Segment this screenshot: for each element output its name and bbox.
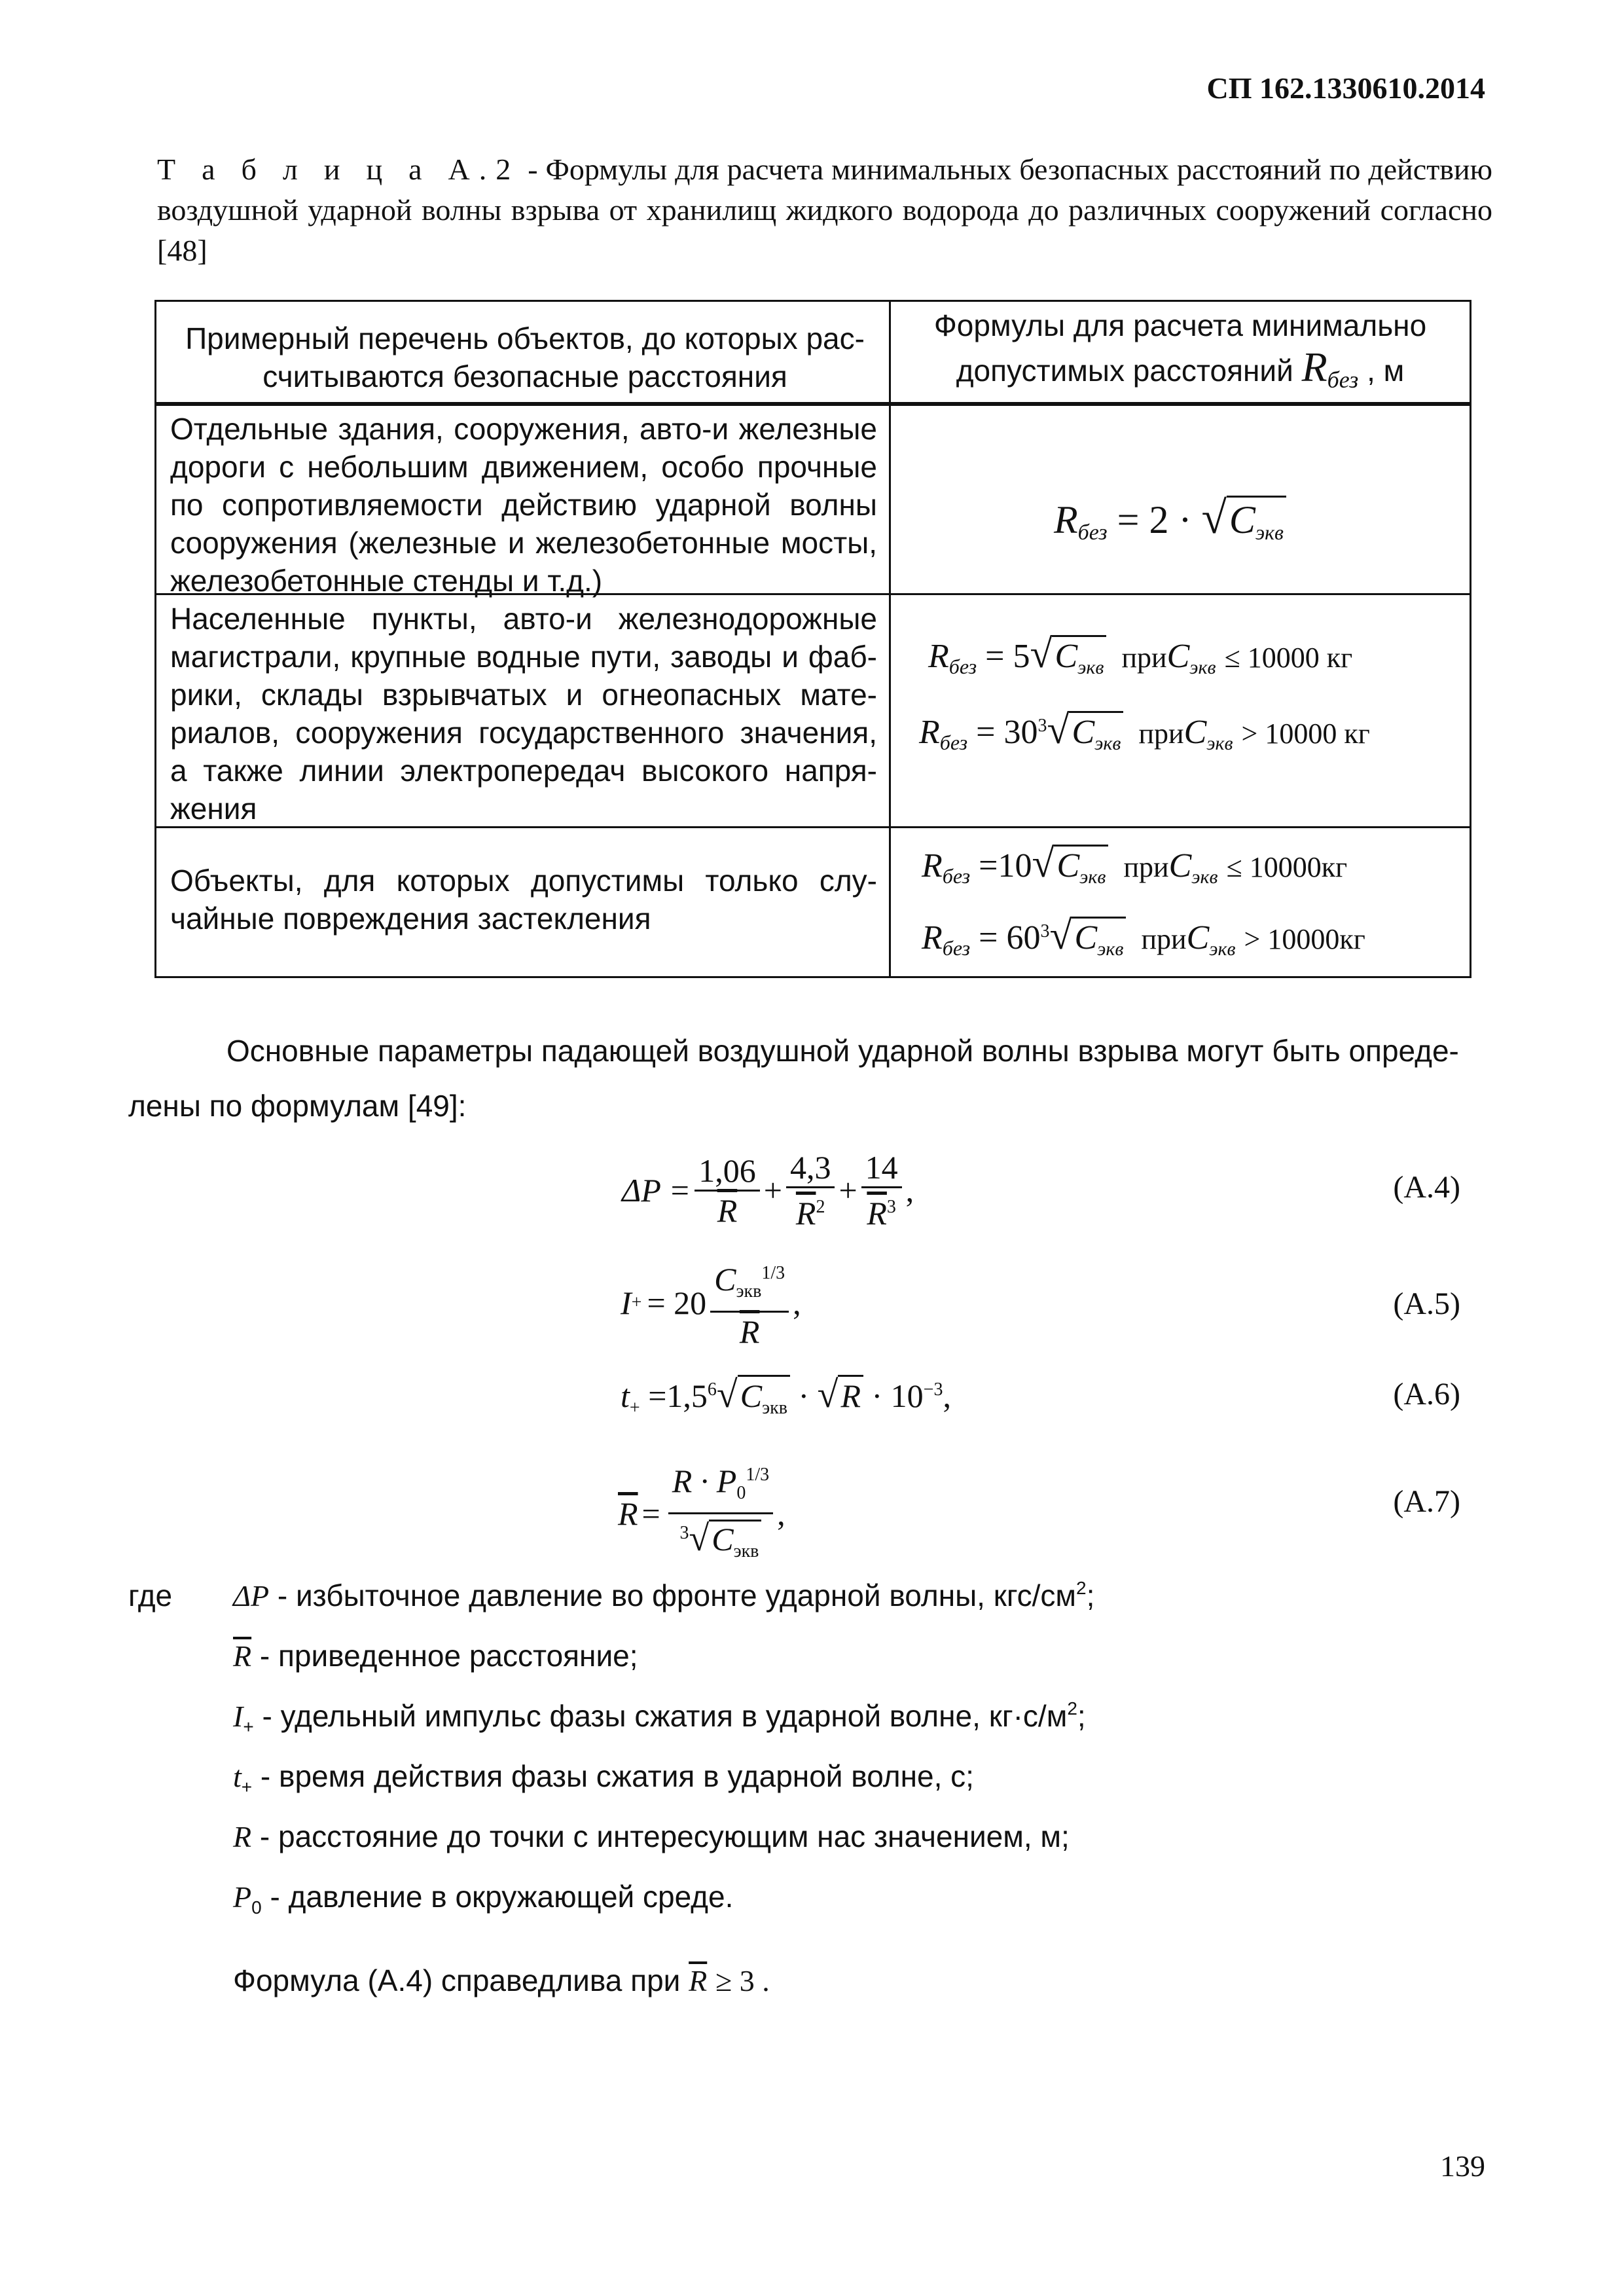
table-row-formula: $R_{без} = 30^3√C_{экв}$ приC$_{экв}$ > 10000 кг	[919, 708, 1370, 754]
equation-a5: I + = 20 $\frac{C_{экв}^{1/3}}{R}$ ,	[621, 1256, 801, 1349]
equation-number: (А.4)	[1393, 1170, 1460, 1205]
table-header-formulas-line2: допустимых расстояний $R_{без}$ , м	[956, 344, 1405, 393]
legend-item: R - расстояние до точки с интересующим нас значением, м;	[233, 1819, 1070, 1853]
table-header-formulas	[895, 306, 1465, 399]
table-caption-text: - Формулы для расчета минимальных безопасных расстояний по действию воздушной ударной волны взрыва от хранилищ жидкого водорода до различных сооружений согласно [48]	[157, 153, 1492, 267]
r-bez-symbol: R	[1301, 344, 1327, 390]
table-row-formula: $R_{без} = 60^3√C_{экв}$ приC$_{экв}$ > 10000кг	[922, 913, 1365, 960]
table-row-formula: $R_{без} = 2 \cdot √C_{экв}$	[1054, 492, 1286, 545]
equation-number: (А.7)	[1393, 1484, 1460, 1519]
equation-a4: ΔP = $\frac{1,06}{R}$ + $\frac{4,3}{\overline{R}^2}$ + $\frac{14}{\overline{R}^3}$ ,	[622, 1149, 914, 1231]
table-row-objects: Отдельные здания, сооружения, авто-и железные дороги с небольшим движением, особо прочные по сопротивляемости действию ударной волны сооружения (железные и железобетонные мосты, железобетонные стенды и т.д.)	[170, 412, 877, 598]
legend-item: $\overline{R}$ - приведенное расстояние;	[233, 1639, 638, 1673]
page-number: 139	[1440, 2149, 1485, 2183]
legend-item: $P_0$ - давление в окружающей среде.	[233, 1880, 734, 1918]
table-row-formula: $R_{без} =10√C_{экв}$ приC$_{экв}$ ≤ 10000кг	[922, 841, 1348, 888]
table-row-objects: Населенные пункты, авто-и железнодорожные магистрали, крупные водные пути, заводы и фаб-рики, склады взрывчатых и огнеопасных мате-риалов, сооружения государственного значения, а также линии электропередач высокого напря-жения	[170, 602, 877, 826]
table-caption-label: Т а б л и ц а А.2	[157, 153, 520, 186]
table-caption	[157, 149, 1492, 271]
legend-where: где	[128, 1578, 173, 1613]
equation-number: (А.6)	[1393, 1377, 1460, 1412]
legend-item: $I_+$ - удельный импульс фазы сжатия в ударной волне, $кг\cdot с/м^2$;	[233, 1698, 1086, 1737]
table-row-formula: $R_{без} = 5√C_{экв}$ приC$_{экв}$ ≤ 10000 кг	[928, 632, 1353, 678]
equation-a6: $t_+ =1,5^6√C_{экв} \cdot √R \cdot 10^{-3}$,	[621, 1373, 951, 1418]
legend-item: ΔP - избыточное давление во фронте ударной волны, кгс/$см^2$;	[233, 1578, 1095, 1613]
legend-final: Формула (А.4) справедлива при $\overline{R} \ge 3$ .	[233, 1963, 770, 1997]
table-header-formulas-line1: Формулы для расчета минимально	[933, 308, 1427, 342]
table-row-objects: Объекты, для которых допустимы только слу-чайные повреждения застекления	[170, 864, 877, 936]
document-code: СП 162.1330610.2014	[1206, 71, 1485, 105]
legend-item: $t_+$ - время действия фазы сжатия в ударной волне, с;	[233, 1759, 974, 1797]
paragraph-line: лены по формулам [49]:	[128, 1089, 467, 1123]
equation-a7: $\overline{R}$ = $\frac{R \cdot P_0^{1/3}}{^3√C_{экв}}$ ,	[618, 1457, 785, 1569]
table-header-divider	[154, 402, 1471, 406]
paragraph-line: Основные параметры падающей воздушной ударной волны взрыва могут быть опреде-	[226, 1034, 1459, 1068]
equation-number: (А.5)	[1393, 1286, 1460, 1321]
table-header-objects: Примерный перечень объектов, до которых рас-считываются безопасные расстояния	[185, 321, 865, 393]
